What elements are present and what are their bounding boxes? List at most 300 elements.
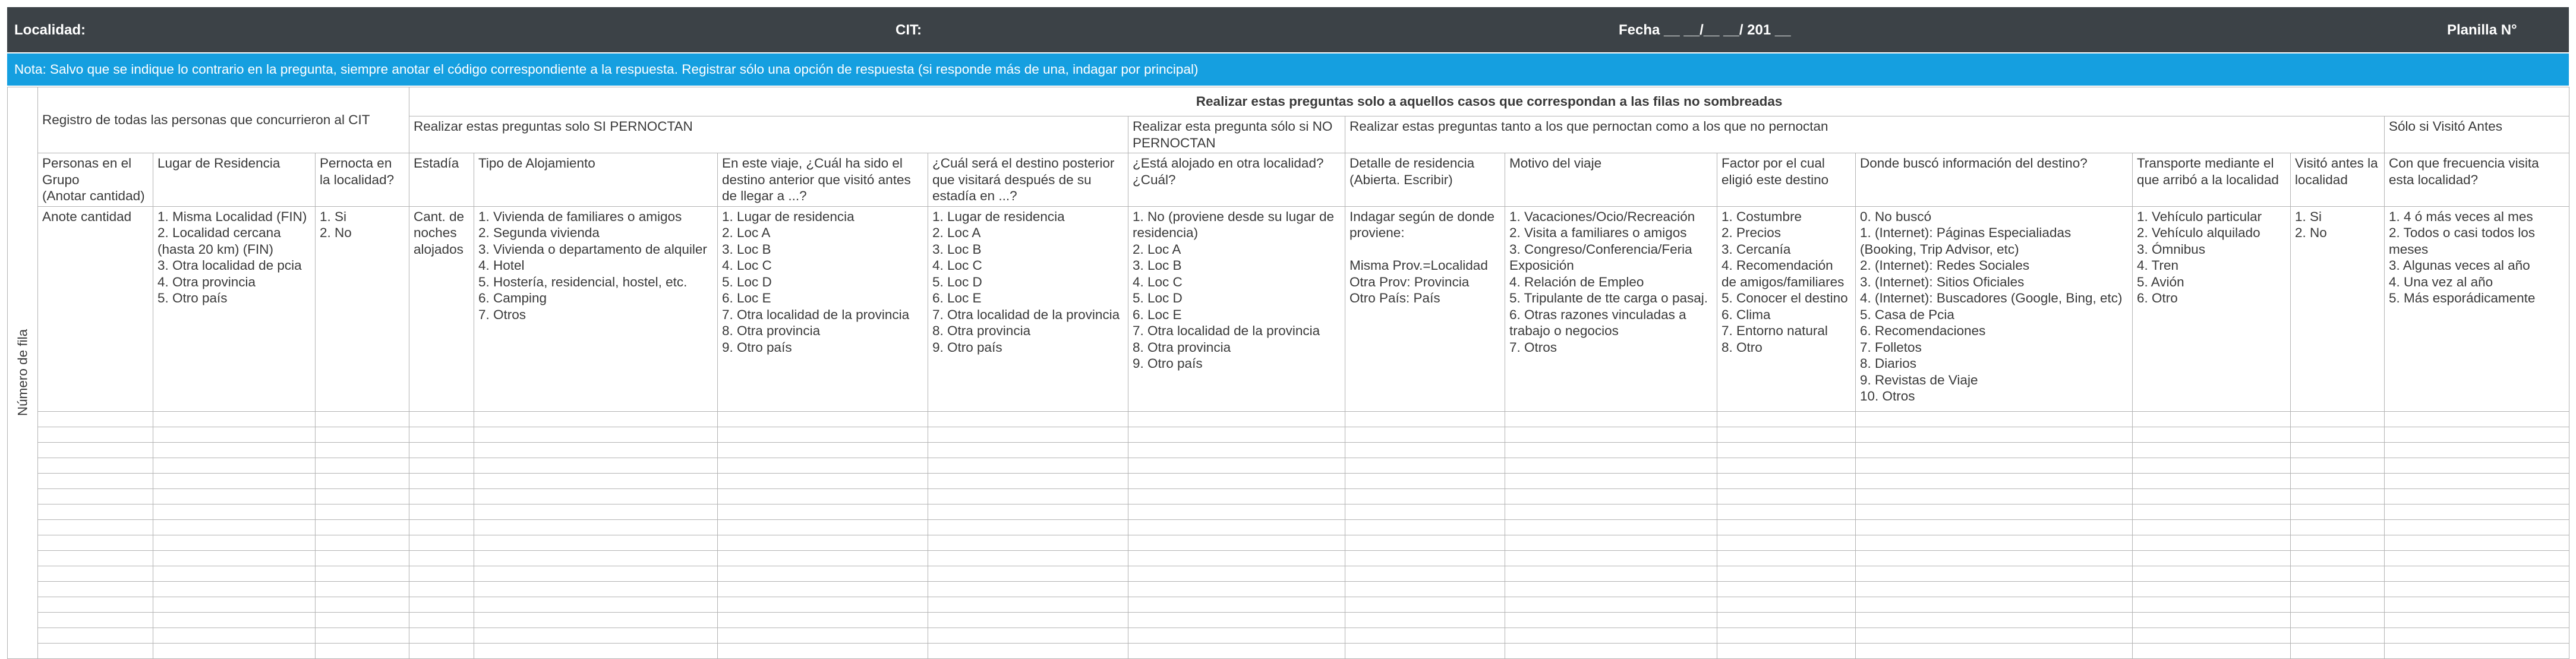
answer-cell[interactable] — [2385, 550, 2569, 566]
answer-cell[interactable] — [38, 427, 153, 442]
answer-options: 1. Lugar de residencia 2. Loc A 3. Loc B 4. Loc C 5. Loc D 6. Loc E 7. Otra localidad de la provincia 8. Otra provincia 9. Otro país — [718, 206, 928, 411]
answer-cell[interactable] — [718, 643, 928, 658]
answer-cell[interactable] — [153, 612, 316, 628]
answer-cell[interactable] — [474, 643, 718, 658]
answer-cell[interactable] — [1345, 473, 1505, 488]
question-header: Detalle de residencia (Abierta. Escribir) — [1345, 153, 1505, 207]
answer-cell[interactable] — [316, 411, 409, 427]
answer-cell[interactable] — [1717, 612, 1856, 628]
answer-cell[interactable] — [153, 581, 316, 597]
answer-cell[interactable] — [1717, 628, 1856, 643]
answer-cell[interactable] — [474, 488, 718, 504]
answer-cell[interactable] — [474, 504, 718, 519]
table-row — [8, 612, 2569, 628]
answer-cell[interactable] — [2385, 488, 2569, 504]
answer-cell[interactable] — [1717, 643, 1856, 658]
answer-cell[interactable] — [1856, 488, 2133, 504]
answer-cell[interactable] — [38, 643, 153, 658]
answer-cell[interactable] — [1717, 581, 1856, 597]
answer-cell[interactable] — [409, 628, 474, 643]
answer-cell[interactable] — [2385, 442, 2569, 458]
answer-cell[interactable] — [153, 427, 316, 442]
answer-cell[interactable] — [718, 519, 928, 535]
answer-cell[interactable] — [38, 411, 153, 427]
answer-cell[interactable] — [1717, 411, 1856, 427]
answer-cell[interactable] — [474, 458, 718, 473]
answer-cell[interactable] — [316, 504, 409, 519]
answer-cell[interactable] — [1345, 566, 1505, 581]
answer-cell[interactable] — [1128, 566, 1345, 581]
answer-cell[interactable] — [474, 550, 718, 566]
table-row — [8, 535, 2569, 550]
group-main-banner: Realizar estas preguntas solo a aquellos casos que correspondan a las filas no sombreadas — [409, 87, 2569, 116]
answer-cell[interactable] — [2291, 427, 2385, 442]
answer-cell[interactable] — [1505, 566, 1717, 581]
answer-cell[interactable] — [316, 566, 409, 581]
answer-options: 1. 4 ó más veces al mes 2. Todos o casi todos los meses 3. Algunas veces al año 4. Una vez al año 5. Más esporádicamente — [2385, 206, 2569, 411]
answer-cell[interactable] — [928, 504, 1128, 519]
answer-cell[interactable] — [1128, 535, 1345, 550]
answer-cell[interactable] — [1128, 628, 1345, 643]
answer-cell[interactable] — [1345, 488, 1505, 504]
answer-cell[interactable] — [1345, 597, 1505, 612]
answer-cell[interactable] — [1717, 550, 1856, 566]
answer-cell[interactable] — [1505, 519, 1717, 535]
answer-cell[interactable] — [1717, 566, 1856, 581]
answer-cell[interactable] — [1856, 442, 2133, 458]
answer-cell[interactable] — [409, 566, 474, 581]
answer-cell[interactable] — [1505, 535, 1717, 550]
answer-cell[interactable] — [1505, 488, 1717, 504]
answer-cell[interactable] — [1717, 597, 1856, 612]
answer-cell[interactable] — [38, 442, 153, 458]
answer-cell[interactable] — [1345, 535, 1505, 550]
answer-cell[interactable] — [1345, 628, 1505, 643]
answer-options: 0. No buscó 1. (Internet): Páginas Especialiadas (Booking, Trip Advisor, etc) 2. (Internet): Redes Sociales 3. (Internet): Sitios Oficiales 4. (Internet): Buscadores (Google, Bing, etc) 5. Casa de Pcia 6. Recomendaciones 7. Folletos 8. Diarios 9. Revistas de Viaje 10. Otros — [1856, 206, 2133, 411]
table-row — [8, 473, 2569, 488]
answer-cell[interactable] — [718, 628, 928, 643]
answer-cell[interactable] — [718, 411, 928, 427]
answer-cell[interactable] — [1128, 519, 1345, 535]
answer-cell[interactable] — [38, 519, 153, 535]
answer-cell[interactable] — [409, 504, 474, 519]
group-visito: Sólo si Visitó Antes — [2385, 116, 2569, 153]
answer-cell[interactable] — [2133, 504, 2291, 519]
table-row — [8, 504, 2569, 519]
answer-options: 1. Si 2. No — [2291, 206, 2385, 411]
answer-cell[interactable] — [928, 597, 1128, 612]
answer-options: Indagar según de donde proviene: Misma Prov.=Localidad Otra Prov: Provincia Otro País: País — [1345, 206, 1505, 411]
answer-cell[interactable] — [928, 473, 1128, 488]
answer-cell[interactable] — [2133, 488, 2291, 504]
answer-cell[interactable] — [1717, 535, 1856, 550]
answer-cell[interactable] — [2385, 566, 2569, 581]
answer-cell[interactable] — [1128, 504, 1345, 519]
answer-cell[interactable] — [1505, 628, 1717, 643]
answer-cell[interactable] — [153, 535, 316, 550]
answer-options: 1. Si 2. No — [316, 206, 409, 411]
table-row — [8, 566, 2569, 581]
answer-cell[interactable] — [316, 473, 409, 488]
survey-table — [7, 87, 2569, 659]
answer-cell[interactable] — [1345, 550, 1505, 566]
answer-cell[interactable] — [2291, 504, 2385, 519]
answer-cell[interactable] — [2291, 442, 2385, 458]
question-header: Donde buscó información del destino? — [1856, 153, 2133, 207]
answer-cell[interactable] — [1505, 612, 1717, 628]
answer-cell[interactable] — [2133, 612, 2291, 628]
answer-cell[interactable] — [1345, 612, 1505, 628]
answer-cell[interactable] — [409, 535, 474, 550]
answer-cell[interactable] — [38, 550, 153, 566]
answer-cell[interactable] — [38, 535, 153, 550]
question-header: Transporte mediante el que arribó a la localidad — [2133, 153, 2291, 207]
answer-cell[interactable] — [1345, 504, 1505, 519]
answer-cell[interactable] — [1128, 597, 1345, 612]
answer-cell[interactable] — [409, 581, 474, 597]
answer-cell[interactable] — [1856, 519, 2133, 535]
table-row — [8, 643, 2569, 658]
answer-cell[interactable] — [316, 442, 409, 458]
answer-cell[interactable] — [153, 628, 316, 643]
answer-cell[interactable] — [409, 597, 474, 612]
answer-cell[interactable] — [718, 597, 928, 612]
answer-cell[interactable] — [1856, 427, 2133, 442]
answer-cell[interactable] — [153, 488, 316, 504]
answer-cell[interactable] — [1128, 643, 1345, 658]
answer-cell[interactable] — [2291, 643, 2385, 658]
answer-cell[interactable] — [1128, 411, 1345, 427]
answer-cell[interactable] — [1128, 442, 1345, 458]
answer-cell[interactable] — [316, 612, 409, 628]
table-row — [8, 458, 2569, 473]
question-header: Tipo de Alojamiento — [474, 153, 718, 207]
question-header: ¿Está alojado en otra localidad? ¿Cuál? — [1128, 153, 1345, 207]
note-text: Nota: Salvo que se indique lo contrario en la pregunta, siempre anotar el código correspondiente a la respuesta. Registrar sólo una opción de respuesta (si responde más de una, indagar por principal) — [14, 62, 1199, 77]
answer-cell[interactable] — [474, 597, 718, 612]
answer-cell[interactable] — [1345, 442, 1505, 458]
answer-cell[interactable] — [1345, 427, 1505, 442]
answer-cell[interactable] — [2291, 581, 2385, 597]
answer-cell[interactable] — [474, 442, 718, 458]
question-header: ¿Cuál será el destino posterior que visitará después de su estadía en ...? — [928, 153, 1128, 207]
answer-cell[interactable] — [316, 550, 409, 566]
answer-cell[interactable] — [153, 411, 316, 427]
fecha-label: Fecha __ __/__ __/ 201 __ — [1619, 22, 1791, 38]
answer-cell[interactable] — [1856, 581, 2133, 597]
answer-cell[interactable] — [316, 519, 409, 535]
answer-cell[interactable] — [1856, 411, 2133, 427]
answer-cell[interactable] — [718, 458, 928, 473]
answer-options: 1. No (proviene desde su lugar de residencia) 2. Loc A 3. Loc B 4. Loc C 5. Loc D 6. Loc E 7. Otra localidad de la provincia 8. Otra provincia 9. Otro país — [1128, 206, 1345, 411]
question-header: En este viaje, ¿Cuál ha sido el destino anterior que visitó antes de llegar a ...? — [718, 153, 928, 207]
answer-cell[interactable] — [1717, 458, 1856, 473]
answer-cell[interactable] — [928, 628, 1128, 643]
row-number-text: Número de fila — [15, 329, 30, 417]
answer-cell[interactable] — [2133, 535, 2291, 550]
answer-cell[interactable] — [474, 612, 718, 628]
answer-cell[interactable] — [928, 519, 1128, 535]
answer-cell[interactable] — [1128, 458, 1345, 473]
answer-cell[interactable] — [1505, 504, 1717, 519]
answer-cell[interactable] — [38, 581, 153, 597]
answer-cell[interactable] — [2385, 535, 2569, 550]
question-header: Con que frecuencia visita esta localidad? — [2385, 153, 2569, 207]
answer-cell[interactable] — [316, 488, 409, 504]
answer-cell[interactable] — [2385, 628, 2569, 643]
answer-cell[interactable] — [153, 566, 316, 581]
answer-cell[interactable] — [1717, 488, 1856, 504]
answer-cell[interactable] — [928, 427, 1128, 442]
answer-cell[interactable] — [1345, 643, 1505, 658]
answer-cell[interactable] — [928, 458, 1128, 473]
answer-cell[interactable] — [474, 411, 718, 427]
answer-cell[interactable] — [474, 581, 718, 597]
answer-cell[interactable] — [1856, 597, 2133, 612]
answer-cell[interactable] — [474, 628, 718, 643]
answer-cell[interactable] — [153, 473, 316, 488]
answer-cell[interactable] — [928, 612, 1128, 628]
answer-cell[interactable] — [38, 566, 153, 581]
answer-cell[interactable] — [718, 442, 928, 458]
answer-cell[interactable] — [1856, 473, 2133, 488]
answer-cell[interactable] — [316, 643, 409, 658]
answer-cell[interactable] — [2291, 535, 2385, 550]
answer-cell[interactable] — [2385, 473, 2569, 488]
answer-cell[interactable] — [1128, 612, 1345, 628]
answer-cell[interactable] — [474, 519, 718, 535]
table-row — [8, 628, 2569, 643]
answer-options: Cant. de noches alojados — [409, 206, 474, 411]
answer-cell[interactable] — [2385, 427, 2569, 442]
answer-cell[interactable] — [1856, 643, 2133, 658]
table-row — [8, 442, 2569, 458]
answer-cell[interactable] — [718, 504, 928, 519]
question-header: Visitó antes la localidad — [2291, 153, 2385, 207]
answer-options: 1. Vacaciones/Ocio/Recreación 2. Visita a familiares o amigos 3. Congreso/Conferencia/Feria Exposición 4. Relación de Empleo 5. Tripulante de tte carga o pasaj. 6. Otras razones vinculadas a trabajo o negocios 7. Otros — [1505, 206, 1717, 411]
answer-cell[interactable] — [1856, 566, 2133, 581]
answer-cell[interactable] — [1345, 581, 1505, 597]
answer-cell[interactable] — [409, 488, 474, 504]
answer-cell[interactable] — [2291, 550, 2385, 566]
table-row — [8, 411, 2569, 427]
answer-cell[interactable] — [1505, 581, 1717, 597]
answer-cell[interactable] — [1128, 427, 1345, 442]
answer-cell[interactable] — [928, 488, 1128, 504]
answer-cell[interactable] — [1856, 535, 2133, 550]
answer-cell[interactable] — [2385, 458, 2569, 473]
answer-cell[interactable] — [474, 473, 718, 488]
answer-cell[interactable] — [2291, 597, 2385, 612]
answer-cell[interactable] — [2133, 427, 2291, 442]
answer-cell[interactable] — [1505, 411, 1717, 427]
answer-cell[interactable] — [1505, 473, 1717, 488]
answer-cell[interactable] — [1345, 458, 1505, 473]
answer-cell[interactable] — [928, 581, 1128, 597]
answer-cell[interactable] — [316, 628, 409, 643]
answer-cell[interactable] — [153, 643, 316, 658]
answer-cell[interactable] — [153, 442, 316, 458]
table-row — [8, 550, 2569, 566]
table-row — [8, 427, 2569, 442]
answer-cell[interactable] — [1505, 427, 1717, 442]
answer-options: 1. Costumbre 2. Precios 3. Cercanía 4. Recomendación de amigos/familiares 5. Conocer el destino 6. Clima 7. Entorno natural 8. Otro — [1717, 206, 1856, 411]
answer-cell[interactable] — [2133, 411, 2291, 427]
table-row — [8, 519, 2569, 535]
answer-cell[interactable] — [718, 488, 928, 504]
answer-cell[interactable] — [38, 597, 153, 612]
answer-cell[interactable] — [1505, 643, 1717, 658]
answer-options: 1. Lugar de residencia 2. Loc A 3. Loc B 4. Loc C 5. Loc D 6. Loc E 7. Otra localidad de la provincia 8. Otra provincia 9. Otro país — [928, 206, 1128, 411]
answer-cell[interactable] — [2291, 488, 2385, 504]
answer-cell[interactable] — [409, 458, 474, 473]
instruction-note — [7, 53, 2569, 86]
answer-cell[interactable] — [1856, 504, 2133, 519]
answer-cell[interactable] — [1128, 581, 1345, 597]
answer-cell[interactable] — [1717, 442, 1856, 458]
answer-cell[interactable] — [409, 550, 474, 566]
question-header: Pernocta en la localidad? — [316, 153, 409, 207]
answer-cell[interactable] — [2385, 643, 2569, 658]
question-header: Motivo del viaje — [1505, 153, 1717, 207]
answer-cell[interactable] — [718, 427, 928, 442]
answer-cell[interactable] — [928, 550, 1128, 566]
localidad-label: Localidad: — [14, 22, 86, 38]
answer-cell[interactable] — [2133, 442, 2291, 458]
question-header: Estadía — [409, 153, 474, 207]
answer-options: Anote cantidad — [38, 206, 153, 411]
answer-cell[interactable] — [2133, 550, 2291, 566]
answer-cell[interactable] — [1345, 411, 1505, 427]
table-row — [8, 581, 2569, 597]
title-bar — [7, 7, 2569, 52]
question-header: Lugar de Residencia — [153, 153, 316, 207]
question-header: Personas en el Grupo (Anotar cantidad) — [38, 153, 153, 207]
answer-cell[interactable] — [409, 519, 474, 535]
answer-cell[interactable] — [2291, 473, 2385, 488]
answer-cell[interactable] — [2385, 597, 2569, 612]
answer-cell[interactable] — [928, 643, 1128, 658]
answer-cell[interactable] — [2385, 504, 2569, 519]
answer-cell[interactable] — [1505, 458, 1717, 473]
answer-cell[interactable] — [718, 612, 928, 628]
table-row — [8, 597, 2569, 612]
answer-cell[interactable] — [38, 612, 153, 628]
answer-cell[interactable] — [1128, 550, 1345, 566]
answer-cell[interactable] — [2385, 519, 2569, 535]
answer-cell[interactable] — [928, 566, 1128, 581]
answer-cell[interactable] — [2291, 458, 2385, 473]
answer-cell[interactable] — [2133, 458, 2291, 473]
answer-cell[interactable] — [153, 504, 316, 519]
answer-options: 1. Vehículo particular 2. Vehículo alquilado 3. Ómnibus 4. Tren 5. Avión 6. Otro — [2133, 206, 2291, 411]
answer-cell[interactable] — [2133, 643, 2291, 658]
answer-cell[interactable] — [1505, 550, 1717, 566]
answer-cell[interactable] — [2291, 519, 2385, 535]
answer-cell[interactable] — [38, 504, 153, 519]
answer-cell[interactable] — [153, 550, 316, 566]
answer-cell[interactable] — [2291, 566, 2385, 581]
answer-cell[interactable] — [928, 442, 1128, 458]
answer-cell[interactable] — [2385, 581, 2569, 597]
answer-cell[interactable] — [316, 458, 409, 473]
answer-cell[interactable] — [2291, 612, 2385, 628]
answer-cell[interactable] — [1856, 458, 2133, 473]
table-row — [8, 488, 2569, 504]
answer-cell[interactable] — [928, 411, 1128, 427]
answer-cell[interactable] — [718, 535, 928, 550]
answer-cell[interactable] — [316, 581, 409, 597]
answer-cell[interactable] — [474, 566, 718, 581]
answer-cell[interactable] — [2133, 473, 2291, 488]
answer-cell[interactable] — [1856, 628, 2133, 643]
answer-options: 1. Vivienda de familiares o amigos 2. Segunda vivienda 3. Vivienda o departamento de alquiler 4. Hotel 5. Hostería, residencial, hostel, etc. 6. Camping 7. Otros — [474, 206, 718, 411]
question-header: Factor por el cual eligió este destino — [1717, 153, 1856, 207]
planilla-label: Planilla N° — [2447, 22, 2517, 38]
answer-cell[interactable] — [718, 550, 928, 566]
answer-cell[interactable] — [316, 427, 409, 442]
answer-cell[interactable] — [1717, 427, 1856, 442]
answer-cell[interactable] — [718, 566, 928, 581]
answer-cell[interactable] — [1128, 473, 1345, 488]
answer-cell[interactable] — [2133, 597, 2291, 612]
answer-cell[interactable] — [316, 597, 409, 612]
answer-cell[interactable] — [1505, 597, 1717, 612]
answer-cell[interactable] — [1717, 519, 1856, 535]
answer-cell[interactable] — [38, 473, 153, 488]
answer-cell[interactable] — [2291, 628, 2385, 643]
answer-cell[interactable] — [1856, 550, 2133, 566]
answer-cell[interactable] — [1345, 519, 1505, 535]
answer-cell[interactable] — [316, 535, 409, 550]
group-pernoctan: Realizar estas preguntas solo SI PERNOCTAN — [409, 116, 1128, 153]
answer-cell[interactable] — [409, 427, 474, 442]
answer-cell[interactable] — [153, 597, 316, 612]
answer-cell[interactable] — [1505, 442, 1717, 458]
answer-cell[interactable] — [2385, 411, 2569, 427]
answer-cell[interactable] — [474, 535, 718, 550]
answer-cell[interactable] — [409, 473, 474, 488]
answer-cell[interactable] — [2133, 566, 2291, 581]
row-number-label — [8, 87, 38, 659]
answer-cell[interactable] — [1717, 473, 1856, 488]
answer-cell[interactable] — [153, 458, 316, 473]
group-registro: Registro de todas las personas que concurrieron al CIT — [38, 87, 409, 153]
answer-cell[interactable] — [409, 612, 474, 628]
answer-cell[interactable] — [1717, 504, 1856, 519]
answer-cell[interactable] — [2385, 612, 2569, 628]
group-ambos: Realizar estas preguntas tanto a los que pernoctan como a los que no pernoctan — [1345, 116, 2385, 153]
answer-cell[interactable] — [2133, 519, 2291, 535]
answer-cell[interactable] — [1856, 612, 2133, 628]
answer-cell[interactable] — [153, 519, 316, 535]
answer-cell[interactable] — [409, 411, 474, 427]
answer-cell[interactable] — [474, 427, 718, 442]
answer-cell[interactable] — [409, 442, 474, 458]
answer-cell[interactable] — [2291, 411, 2385, 427]
answer-cell[interactable] — [718, 581, 928, 597]
answer-options: 1. Misma Localidad (FIN) 2. Localidad cercana (hasta 20 km) (FIN) 3. Otra localidad de pcia 4. Otra provincia 5. Otro país — [153, 206, 316, 411]
answer-cell[interactable] — [2133, 628, 2291, 643]
answer-cell[interactable] — [38, 488, 153, 504]
answer-cell[interactable] — [38, 628, 153, 643]
answer-cell[interactable] — [718, 473, 928, 488]
answer-cell[interactable] — [38, 458, 153, 473]
answer-cell[interactable] — [1128, 488, 1345, 504]
answer-cell[interactable] — [928, 535, 1128, 550]
answer-cell[interactable] — [2133, 581, 2291, 597]
answer-cell[interactable] — [409, 643, 474, 658]
